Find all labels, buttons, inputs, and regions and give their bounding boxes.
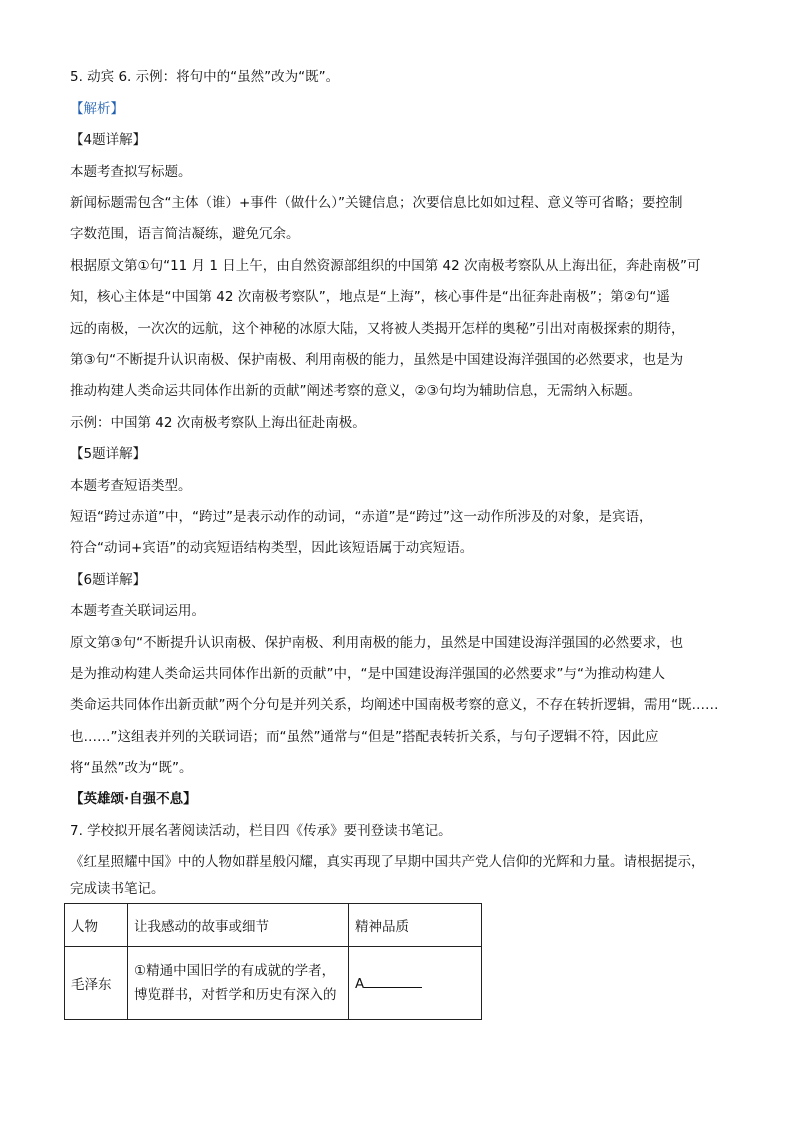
q4-line-1: 本题考查拟写标题。 — [70, 164, 192, 180]
q4-heading: 【4题详解】 — [70, 132, 147, 148]
q6-heading: 【6题详解】 — [70, 572, 147, 588]
q4-line-7: 第③句“不断提升认识南极、保护南极、利用南极的能力，虽然是中国建设海洋强国的必然要求，也是为 — [70, 352, 684, 368]
q4-line-8: 推动构建人类命运共同体作出新的贡献”阐述考察的意义，②③句均为辅助信息，无需纳入标题。 — [70, 383, 642, 399]
header-quality: 精神品质 — [349, 904, 482, 947]
q7-line-2: 《红星照耀中国》中的人物如群星般闪耀，真实再现了早期中国共产党人信仰的光辉和力量。请根据提示， — [70, 854, 705, 870]
story-line-1: ①精通中国旧学的有成就的学者， — [134, 963, 336, 979]
q5-line-1: 本题考查短语类型。 — [70, 478, 192, 494]
quality-cell[interactable] — [349, 947, 482, 1020]
analysis-heading: 【解析】 — [70, 101, 124, 117]
answer-blank[interactable] — [364, 975, 422, 988]
q4-example: 示例：中国第 42 次南极考察队上海出征赴南极。 — [70, 415, 366, 431]
answer-line-5-6: 5. 动宾 6. 示例：将句中的“虽然”改为“既”。 — [70, 69, 340, 85]
section-heading: 【英雄颂·自强不息】 — [70, 791, 197, 807]
q4-line-6: 远的南极，一次次的远航，这个神秘的冰原大陆，又将被人类揭开怎样的奥秘”引出对南极探索的期待， — [70, 321, 685, 337]
q6-line-4: 类命运共同体作出新贡献”两个分句是并列关系，均阐述中国南极考察的意义，不存在转折逻辑，需用“既…… — [70, 697, 719, 713]
answer-label: A — [355, 975, 365, 992]
person-cell: 毛泽东 — [65, 947, 128, 1020]
story-cell — [128, 947, 349, 1020]
q6-line-2: 原文第③句“不断提升认识南极、保护南极、利用南极的能力，虽然是中国建设海洋强国的必然要求，也 — [70, 635, 684, 651]
q7-line-3: 完成读书笔记。 — [70, 881, 165, 897]
table-header-row — [65, 904, 482, 947]
reading-notes-table — [64, 903, 482, 1020]
q4-line-4: 根据原文第①句“11 月 1 日上午，由自然资源部组织的中国第 42 次南极考察队从上海出征，奔赴南极”可 — [70, 258, 701, 274]
header-story: 让我感动的故事或细节 — [128, 904, 349, 947]
q6-line-5: 也……”这组表并列的关联词语；而“虽然”通常与“但是”搭配表转折关系，与句子逻辑不符，因此应 — [70, 729, 659, 745]
q4-line-3: 字数范围，语言简洁凝练，避免冗余。 — [70, 226, 300, 242]
header-person: 人物 — [65, 904, 128, 947]
table-row — [65, 947, 482, 1020]
q6-line-1: 本题考查关联词运用。 — [70, 603, 205, 619]
q5-line-3: 符合“动词+宾语”的动宾短语结构类型，因此该短语属于动宾短语。 — [70, 540, 474, 556]
q6-line-3: 是为推动构建人类命运共同体作出新的贡献”中，“是中国建设海洋强国的必然要求”与“为推动构建人 — [70, 666, 665, 682]
q6-line-6: 将“虽然”改为“既”。 — [70, 760, 193, 776]
q4-line-5: 知，核心主体是“中国第 42 次南极考察队”，地点是“上海”，核心事件是“出征奔赴南极”；第②句“遥 — [70, 289, 670, 305]
q7-line-1: 7. 学校拟开展名著阅读活动，栏目四《传承》要刊登读书笔记。 — [70, 823, 452, 839]
q4-line-2: 新闻标题需包含“主体（谁）+事件（做什么）”关键信息；次要信息比如如过程、意义等可省略；要控制 — [70, 195, 683, 211]
q5-heading: 【5题详解】 — [70, 446, 147, 462]
story-line-2: 博览群书，对哲学和历史有深入的 — [134, 987, 337, 1003]
q5-line-2: 短语“跨过赤道”中，“跨过”是表示动作的动词，“赤道”是“跨过”这一动作所涉及的对象，是宾语， — [70, 509, 653, 525]
